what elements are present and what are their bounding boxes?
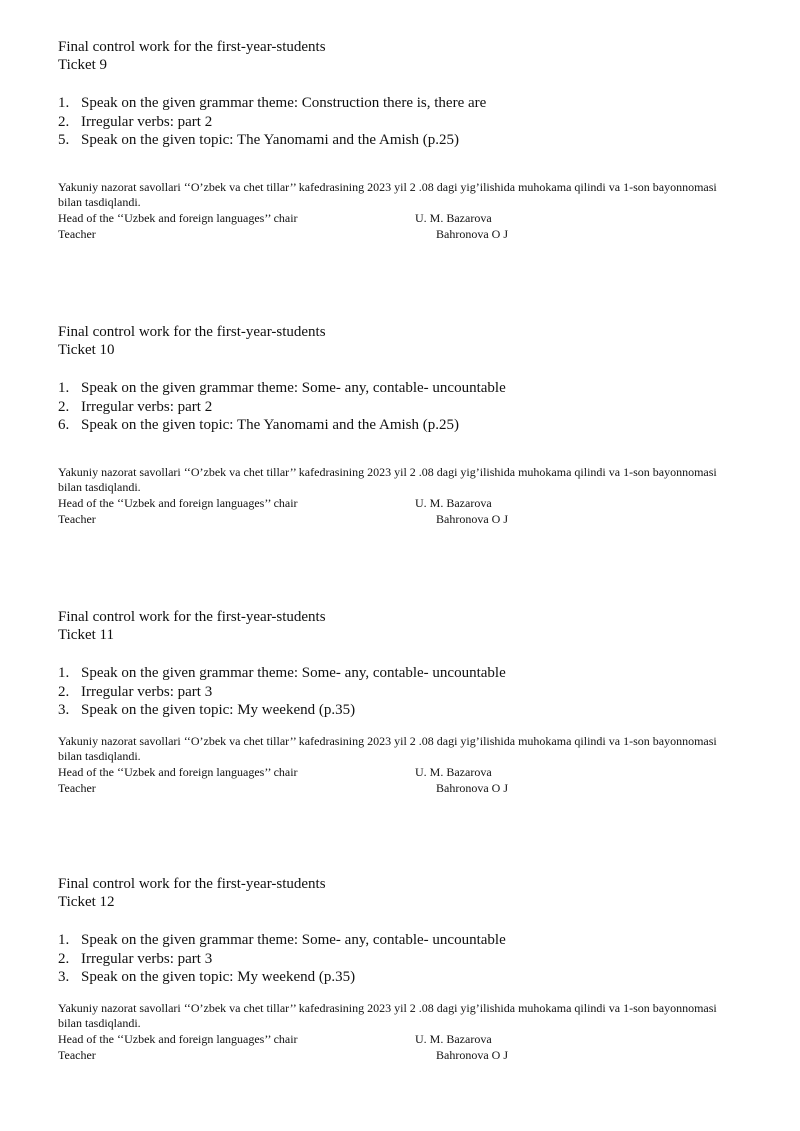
teacher-signature-row [58,511,748,527]
item-text: Irregular verbs: part 2 [81,113,213,130]
item-text: Speak on the given grammar theme: Some- any, contable- uncountable [81,665,506,681]
ticket-11 [58,608,748,796]
head-signature-row [58,495,748,511]
item-number: 3. [58,969,70,985]
item-number: 5. [58,132,70,148]
item-text: Speak on the given topic: The Yanomami and the Amish (p.25) [81,132,460,148]
ticket-10 [58,323,748,527]
teacher-name: Bahronova O J [436,1047,508,1062]
list-item [58,950,748,969]
head-label: Head of the ‘‘Uzbek and foreign languages’’ chair [58,1031,298,1046]
ticket-title: Final control work for the first-year-students [58,876,326,892]
list-item [58,94,748,113]
approval-note: Yakuniy nazorat savollari ‘‘O’zbek va chet tillar’’ kafedrasining 2023 yil 2 .08 dagi yig’ilishida muhokama qilindi va 1-son bayonnomasi bilan tasdiqlandi. [58,179,717,209]
head-name: U. M. Bazarova [415,495,492,510]
item-text: Speak on the given grammar theme: Some- any, contable- uncountable [81,932,506,948]
item-text: Irregular verbs: part 2 [81,398,213,415]
list-item [58,379,748,398]
item-text: Speak on the given grammar theme: Some- any, contable- uncountable [81,380,506,396]
head-name: U. M. Bazarova [415,210,492,225]
question-list [58,94,748,150]
item-number: 6. [58,417,70,433]
item-text: Irregular verbs: part 3 [81,950,213,967]
ticket-number: Ticket 9 [58,57,108,73]
list-item [58,416,748,435]
ticket-title: Final control work for the first-year-students [58,39,326,55]
item-number: 1. [58,665,70,681]
ticket-title: Final control work for the first-year-students [58,324,326,340]
head-label: Head of the ‘‘Uzbek and foreign languages’’ chair [58,210,298,225]
item-number: 2. [58,950,70,967]
item-text: Irregular verbs: part 3 [81,683,213,700]
teacher-name: Bahronova O J [436,226,508,241]
question-list [58,664,748,720]
teacher-signature-row [58,780,748,796]
item-text: Speak on the given topic: The Yanomami and the Amish (p.25) [81,417,460,433]
item-text: Speak on the given topic: My weekend (p.35) [81,702,356,718]
ticket-9 [58,38,748,242]
head-name: U. M. Bazarova [415,764,492,779]
item-number: 2. [58,683,70,700]
teacher-label: Teacher [58,226,96,241]
head-label: Head of the ‘‘Uzbek and foreign languages’’ chair [58,495,298,510]
list-item [58,968,748,987]
teacher-label: Teacher [58,1047,96,1062]
list-item [58,113,748,132]
list-item [58,683,748,702]
approval-note: Yakuniy nazorat savollari ‘‘O’zbek va chet tillar’’ kafedrasining 2023 yil 2 .08 dagi yig’ilishida muhokama qilindi va 1-son bayonnomasi bilan tasdiqlandi. [58,1000,717,1030]
head-signature-row [58,1031,748,1047]
teacher-name: Bahronova O J [436,780,508,795]
item-number: 3. [58,702,70,718]
ticket-number: Ticket 11 [58,627,114,643]
list-item [58,931,748,950]
ticket-number: Ticket 10 [58,342,115,358]
ticket-number: Ticket 12 [58,894,115,910]
approval-note: Yakuniy nazorat savollari ‘‘O’zbek va chet tillar’’ kafedrasining 2023 yil 2 .08 dagi yig’ilishida muhokama qilindi va 1-son bayonnomasi bilan tasdiqlandi. [58,733,717,763]
head-label: Head of the ‘‘Uzbek and foreign languages’’ chair [58,764,298,779]
head-signature-row [58,210,748,226]
head-name: U. M. Bazarova [415,1031,492,1046]
item-number: 1. [58,95,70,111]
item-number: 2. [58,113,70,130]
ticket-title: Final control work for the first-year-students [58,609,326,625]
item-number: 1. [58,380,70,396]
teacher-name: Bahronova O J [436,511,508,526]
list-item [58,701,748,720]
item-number: 1. [58,932,70,948]
item-text: Speak on the given topic: My weekend (p.35) [81,969,356,985]
item-number: 2. [58,398,70,415]
teacher-label: Teacher [58,511,96,526]
approval-note: Yakuniy nazorat savollari ‘‘O’zbek va chet tillar’’ kafedrasining 2023 yil 2 .08 dagi yig’ilishida muhokama qilindi va 1-son bayonnomasi bilan tasdiqlandi. [58,464,717,494]
item-text: Speak on the given grammar theme: Construction there is, there are [81,95,487,111]
ticket-12 [58,875,748,1063]
list-item [58,131,748,150]
teacher-label: Teacher [58,780,96,795]
list-item [58,398,748,417]
head-signature-row [58,764,748,780]
teacher-signature-row [58,226,748,242]
list-item [58,664,748,683]
teacher-signature-row [58,1047,748,1063]
question-list [58,931,748,987]
question-list [58,379,748,435]
